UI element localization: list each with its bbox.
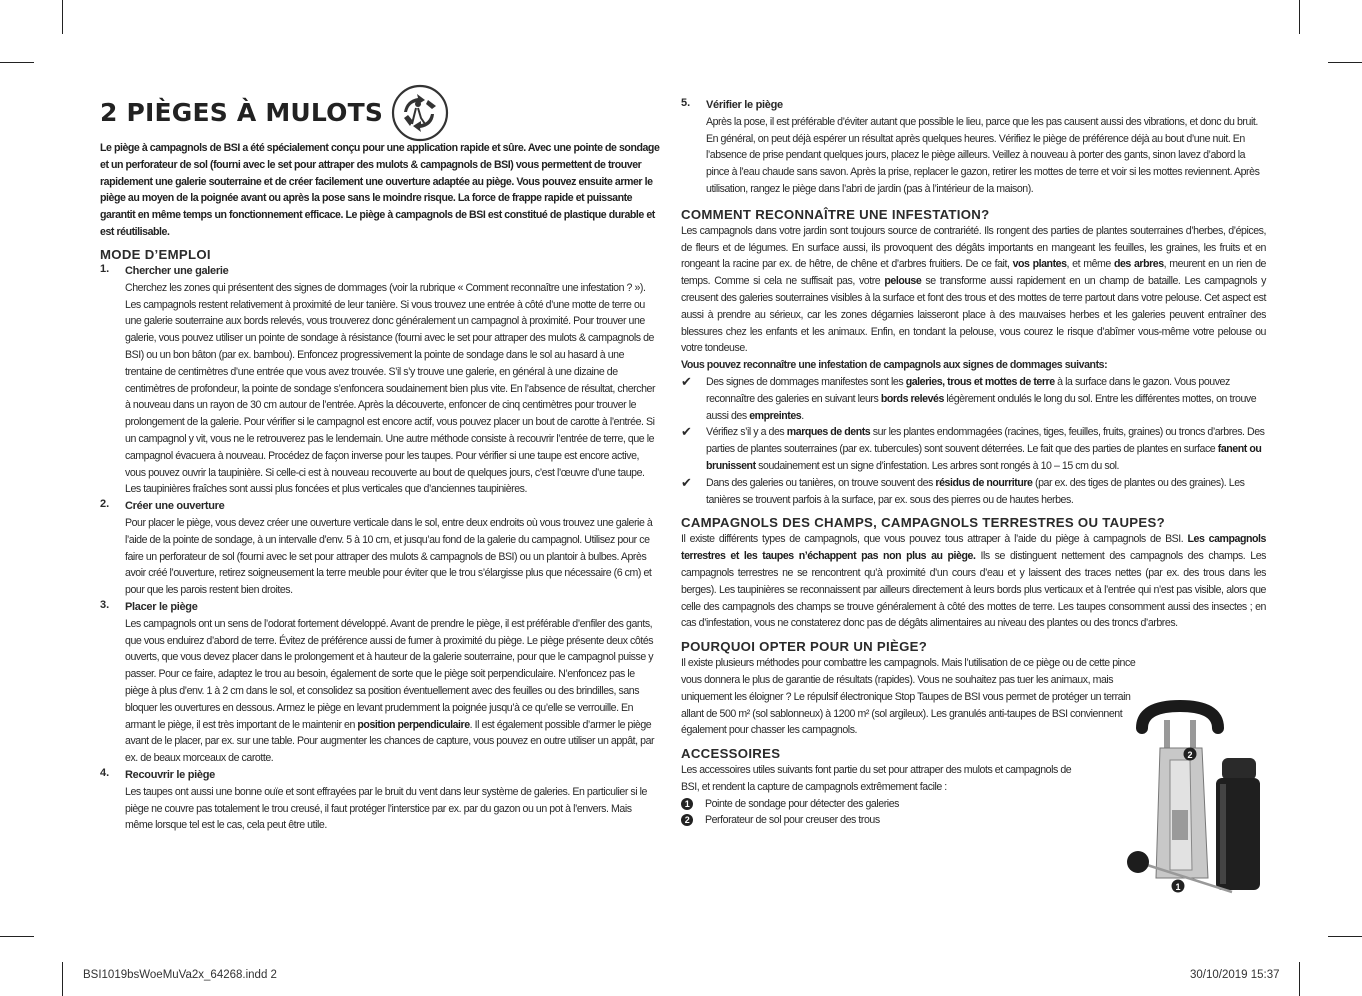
check-item: ✔ Des signes de dommages manifestes sont les galeries, trous et mottes de terre à la surface dans le gazon. Vous pouvez reconnaître des galeries en suivant leurs bords relevés légèrement ondulés le long du sol. Entre les différentes mottes, on trouve aussi des empreintes. [681,373,1257,422]
step-number: 1. [100,263,110,275]
crop-mark [0,62,34,63]
step-text: Les taupes ont aussi une bonne ouïe et sont effrayées par le bruit du vent dans leur système de galeries. En particulier si le piège ne couvre pas totalement le trou creusé, il faut protéger l’interstice par ex. par du gazon ou un pot à l’envers. Mais même lorsque tel est le cas, cela peut être utile. [125,785,647,832]
infestation-subheading: Vous pouvez reconnaître une infestation de campagnols aux signes de dommages suivants: [681,359,1108,372]
number-1-icon: 1 [681,798,693,810]
infestation-paragraph: Les campagnols dans votre jardin sont toujours source de contrariété. Ils rongent des parties de plantes souterraines d’herbes, d’épices, de fleurs et de légumes. En surface aussi, ils provoquent des dégâts importants en mangeant les feuilles, les graines, les fruits et en rongeant la racine par ex. de hêtre, de chêne et d’arbres fruitiers. De ce fait, vos plantes, et même des arbres, meurent en un rien de temps. Comme si cela ne suffisait pas, votre pelouse se transforme aussi rapidement en un champ de bataille. Les campagnols y creusent des galeries souterraines visibles à la surface et font des trous et des mottes de terre partout dans votre pelouse. Cet aspect est aussi à prendre au sérieux, car les zones dégarnies laisseront place à des mauvaises herbes et les galeries peuvent entraîner des blessures chez les enfants et les animaux. Enfin, en tondant la pelouse, vous courez le risque d’abîmer vous-même votre pelouse ou votre tondeuse. [681,224,1266,355]
crop-mark [62,0,63,34]
pourquoi-heading: POURQUOI OPTER POUR UN PIÈGE? [681,639,928,655]
crop-mark [1328,62,1362,63]
step-text: Après la pose, il est préférable d’éviter autant que possible le lieu, parce que les pas causent aussi des vibrations, et donc du bruit. En général, on peut déjà espérer un résultat après quelques heures. Vérifiez le piège de préférence déjà au bout d’une nuit. En l’absence de prise pendant quelques jours, placez le piège ailleurs. Veillez à nouveau à porter des gants, sinon lavez d’abord la pince à l’eau chaude sans savon. Après la prise, replacer le gazon, retirer les mottes de terre et voir si les mottes reviennent. Après utilisation, rangez le piège dans l’abri de jardin (pas à l’intérieur de la maison). [706,115,1260,195]
infestation-heading: COMMENT RECONNAÎTRE UNE INFESTATION? [681,206,990,222]
footer-filename: BSI1019bsWoeMuVa2x_64268.indd 2 [83,969,277,981]
step-title: Créer une ouverture [125,500,225,513]
accessoires-heading: ACCESSOIRES [681,746,781,762]
step-text: Les campagnols ont un sens de l’odorat fortement développé. Avant de prendre le piège, il est préférable d’enfiler des gants, que vous enduirez d’abord de terre. Évitez de préférence aussi de fumer à proximité du piège. Le piège présente deux côtés ouverts, que vous devez placer dans le prolongement et à hauteur de la galerie souterraine, pour que le campagnol puisse y passer. Pour ce faire, adaptez le trou au besoin, également de sorte que le piège soit perpendiculaire. N’enfoncez pas le piège à plus d’env. 1 à 2 cm dans le sol, et consolidez sa position éventuellement avec des feuilles ou des brindilles, sans bloquer les ouvertures en dessous. Armez le piège en levant prudemment la poignée jusqu’à ce qu’elle se verrouille. En armant le piège, il est très important de le maintenir en position perpendiculaire. Il est également possible d’armer le piège avant de le placer, par ex. sur une table. Pour augmenter les chances de capture, vous pouvez en outre utiliser un appât, par ex. de beaux morceaux de carotte. [125,617,655,765]
figure-label-1: 1 [1175,882,1181,892]
step-title: Chercher une galerie [125,265,229,277]
step-3 [100,599,660,767]
check-icon: ✔ [681,474,692,490]
step-number: 5. [681,97,691,109]
step-number: 2. [100,498,110,511]
step-number: 4. [100,766,110,779]
crop-mark [1299,962,1300,996]
footer-date: 30/10/2019 15:37 [1190,969,1280,981]
product-image [1112,700,1272,898]
mode-heading: MODE D’EMPLOI [100,247,211,262]
step-title: Placer le piège [125,600,198,613]
step-5 [681,97,1266,198]
step-4 [100,767,660,834]
figure-label-2: 2 [1187,750,1193,760]
crop-mark [1299,0,1300,34]
step-1 [100,263,660,498]
page-title: 2 PIÈGES À MULOTS [100,98,384,127]
intro-paragraph: Le piège à campagnols de BSI a été spécialement conçu pour une application rapide et sûre. Avec une pointe de sondage et un perforateur de sol (fourni avec le set pour attraper des mulots & campagnols de BSI) vous permettent de trouver rapidement une galerie souterraine et de créer facilement une ouverture adaptée au piège. Vous pouvez ensuite armer le piège au moyen de la poignée avant ou après la pose sans le moindre risque. La force de frappe rapide et puissante garantit en même temps un fonctionnement efficace. Le piège à campagnols de BSI est constitué de plastique durable et est réutilisable. [100,142,660,238]
step-text: Pour placer le piège, vous devez créer une ouverture verticale dans le sol, entre deux endroits où vous trouvez une galerie à l’aide de la pointe de sondage, à un intervalle d’env. 5 à 10 cm, et jusqu’au fond de la galerie du campagnol. Utilisez pour ce faire un perforateur de sol (fourni avec le set pour attraper des mulots & campagnols de BSI) ou un plantoir à bulbes. Après avoir créé l’ouverture, retirez soigneusement la terre meuble pour éviter que le trou s’élargisse plus que nécessaire (6 cm) et pour que les parois restent bien droites. [125,516,653,597]
crop-mark [1328,936,1362,937]
accessoires-paragraph: Les accessoires utiles suivants font partie du set pour attraper des mulots et campagnols de BSI, et rendent la capture de campagnols extrêmement facile : [681,764,1072,793]
accessory-item: 1 Pointe de sondage pour détecter des galeries [681,796,1266,813]
accessory-item: 2 Perforateur de sol pour creuser des trous [681,812,1266,829]
check-icon: ✔ [681,424,692,440]
champs-paragraph: Il existe différents types de campagnols, que vous pouvez tous attraper à l’aide du piège à campagnols de BSI. Les campagnols terrestres et les taupes n’échappent pas non plus au piège. Ils se distinguent nettement des campagnols des champs. Les campagnols terrestres ne se rencontrent qu’à proximité d’un cours d’eau et y laissent des traces nettes (par ex. des trous dans les berges). Les taupinières se reconnaissent par ailleurs directement à leurs bords plus verticaux et à l’entrée qui n’est pas visible, alors que celle des campagnols des champs se trouve généralement à côté des mottes de terre. Les taupes consomment aussi des insectes ; en cas d’infestation, vous ne constaterez donc pas de dégâts alimentaires au niveau des plantes ou des troncs d’arbres. [681,533,1266,630]
step-title: Recouvrir le piège [125,768,215,781]
crop-mark [62,962,63,996]
recycle-icon [388,82,452,144]
check-item: ✔ Vérifiez s’il y a des marques de dents sur les plantes endommagées (racines, tiges, feuilles, fruits, graines) ou troncs d’arbres. Des parties de plantes souterraines (par ex. tubercules) sont souvent déterrées. Le fait que des parties de plantes en surface fanent ou brunissent soudainement est un signe d’infestation. Les arbres sont rongés à 10 – 15 cm du sol. [681,424,1265,472]
check-icon: ✔ [681,373,692,389]
step-number: 3. [100,598,110,611]
step-title: Vérifier le piège [706,99,783,111]
champs-heading: CAMPAGNOLS DES CHAMPS, CAMPAGNOLS TERRESTRES OU TAUPES? [681,515,1165,531]
number-2-icon: 2 [681,814,693,826]
crop-mark [0,936,34,937]
step-text: Cherchez les zones qui présentent des signes de dommages (voir la rubrique « Comment reconnaître une infestation ? »). Les campagnols restent relativement à proximité de leur tanière. Si vous trouvez une entrée à côté d’une motte de terre ou une galerie souterraine aux bords relevés, vous trouverez donc généralement un campagnol à proximité. Pour trouver une galerie, vous pouvez utiliser un pointe de sondage à résistance (fourni avec le set pour attraper des mulots & campagnols de BSI) ou un bon bâton (par ex. bambou). Enfoncez progressivement la pointe de sondage dans le sol au hasard à une trentaine de centimètres d’une entrée que vous avez trouvée. S’il s’y trouve une galerie, en général à une dizaine de centimètres de profondeur, la pointe de sondage s’enfoncera soudainement bien plus vite. En l’absence de résultat, chercher à nouveau dans un rayon de 30 cm autour de l’entrée. Après la découverte, enfoncer de cinq centimètres pour trouver le prolongement de la galerie. Pour vérifier si le campagnol est encore actif, vous pouvez placer un bout de carotte à l’entrée. Si un campagnol y vit, vous ne le retrouverez pas le lendemain. Une autre méthode consiste à recouvrir l’entrée de terre, que le campagnol évacuera à nouveau. Procédez de façon inverse pour les taupes. Pour vérifier si une taupe est encore active, vous pouvez ouvrir la taupinière. Si celle-ci est à nouveau recouverte au bout de quelques jours, c’est l’œuvre d’une taupe. Les taupinières fraîches sont aussi plus foncées et plus verticales que d’anciennes taupinières. [125,281,656,496]
step-2 [100,498,660,599]
check-item: ✔ Dans des galeries ou tanières, on trouve souvent des résidus de nourriture (par ex. des tiges de plantes ou des graines). Les tanières se trouvent parfois à la surface, par ex. sous des pierres ou de hautes herbes. [681,474,1245,506]
pourquoi-paragraph: Il existe plusieurs méthodes pour combattre les campagnols. Mais l’utilisation de ce piège ou de cette pince vous donnera le plus de garantie de résultats (rapides). Vous ne souhaitez pas tuer les animaux, mais uniquement les éloigner ? Le répulsif électronique Stop Taupes de BSI vous permet de protéger un terrain allant de 500 m² (sol sablonneux) à 1200 m² (sol argileux). Les granulés anti-taupes de BSI conviennent également pour chasser les campagnols. [681,657,1136,737]
